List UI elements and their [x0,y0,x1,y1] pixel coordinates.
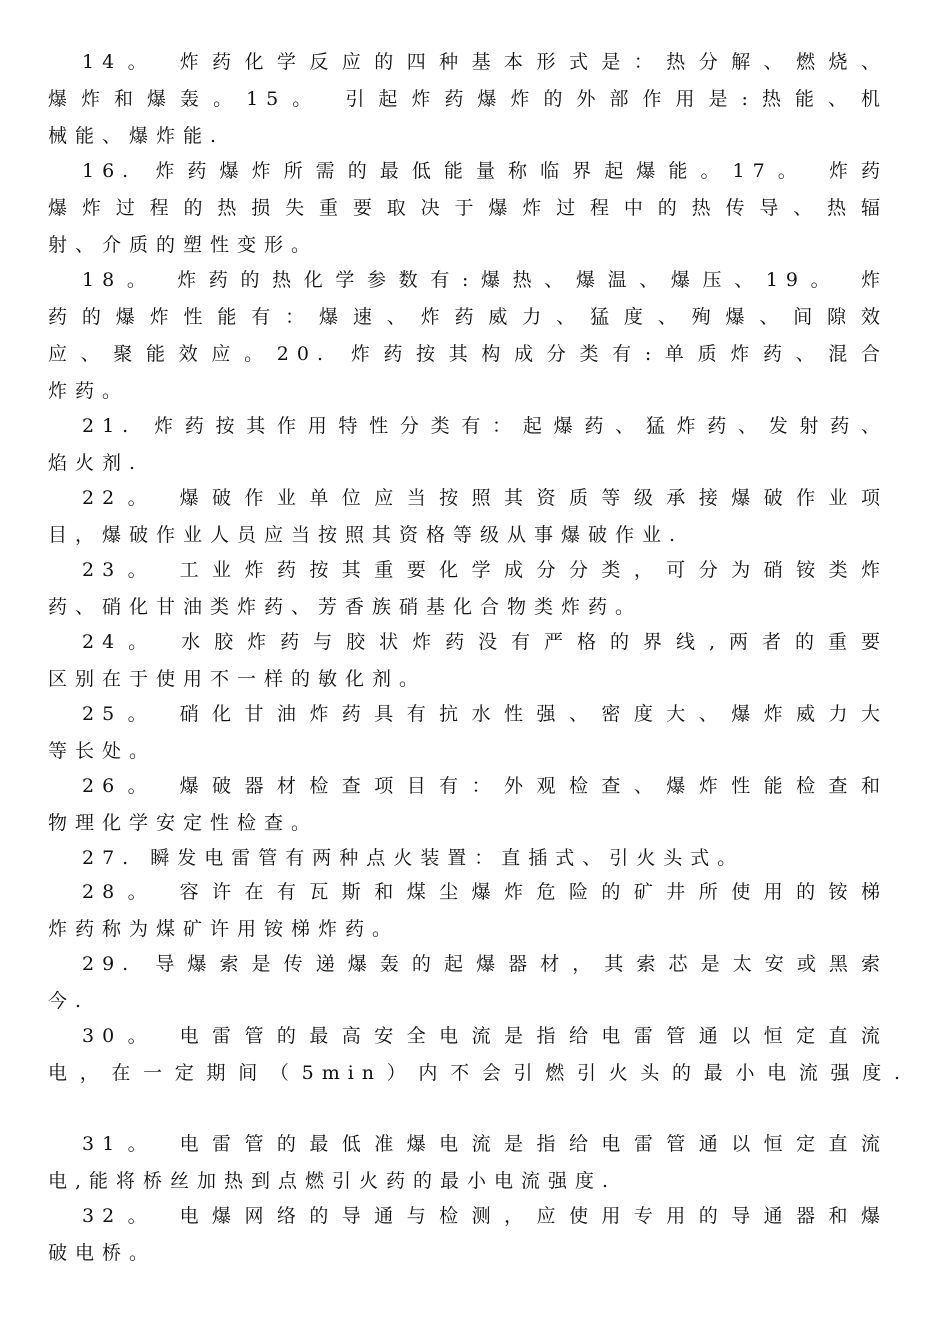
text-line: 破电桥。 [48,1242,157,1264]
text-line: 爆炸和爆轰。15。 引起炸药爆炸的外部作用是:热能、机 [48,88,888,110]
text-line: 30。 电雷管的最高安全电流是指给电雷管通以恒定直流 [82,1025,888,1047]
text-line: 等长处。 [48,740,157,762]
text-line: 32。 电爆网络的导通与检测，应使用专用的导通器和爆 [82,1205,888,1227]
text-line: 药、硝化甘油类炸药、芳香族硝基化合物类炸药。 [48,596,643,618]
text-line: 28。 容许在有瓦斯和煤尘爆炸危险的矿井所使用的铵梯 [82,881,888,903]
text-line: 今. [48,990,90,1012]
text-line: 27. 瞬发电雷管有两种点火装置：直插式、引火头式。 [82,847,745,869]
text-line: 电,能将桥丝加热到点燃引火药的最小电流强度. [48,1170,617,1192]
text-line: 25。 硝化甘油炸药具有抗水性强、密度大、爆炸威力大 [82,703,888,725]
text-line: 14。 炸药化学反应的四种基本形式是：热分解、燃烧、 [82,51,888,73]
text-line: 22。 爆破作业单位应当按照其资质等级承接爆破作业项 [82,487,888,509]
text-line: 炸药。 [48,380,130,402]
text-line: 21. 炸药按其作用特性分类有：起爆药、猛炸药、发射药、 [82,415,888,437]
text-line: 电，在一定期间（5min）内不会引燃引火头的最小电流强度. [48,1062,908,1084]
text-line: 24。 水胶炸药与胶状炸药没有严格的界线,两者的重要 [82,631,888,653]
text-line: 31。 电雷管的最低准爆电流是指给电雷管通以恒定直流 [82,1133,888,1155]
text-line: 16. 炸药爆炸所需的最低能量称临界起爆能。17。 炸药 [82,160,888,182]
text-line: 29. 导爆索是传递爆轰的起爆器材，其索芯是太安或黑索 [82,953,888,975]
text-line: 物理化学安定性检查。 [48,812,319,834]
text-line: 目，爆破作业人员应当按照其资格等级从事爆破作业. [48,524,684,546]
text-line: 药的爆炸性能有：爆速、炸药威力、猛度、殉爆、间隙效 [48,306,888,328]
text-line: 爆炸过程的热损失重要取决于爆炸过程中的热传导、热辐 [48,197,888,219]
text-line: 射、介质的塑性变形。 [48,234,319,256]
text-line: 应、聚能效应。20. 炸药按其构成分类有:单质炸药、混合 [48,343,888,365]
text-line: 26。 爆破器材检查项目有：外观检查、爆炸性能检查和 [82,775,888,797]
text-line: 械能、爆炸能. [48,125,225,147]
text-line: 区别在于使用不一样的敏化剂。 [48,668,427,690]
text-line: 炸药称为煤矿许用铵梯炸药。 [48,918,400,940]
text-line: 焰火剂. [48,452,144,474]
text-line: 23。 工业炸药按其重要化学成分分类，可分为硝铵类炸 [82,559,888,581]
text-line: 18。 炸药的热化学参数有:爆热、爆温、爆压、19。 炸 [82,269,888,291]
